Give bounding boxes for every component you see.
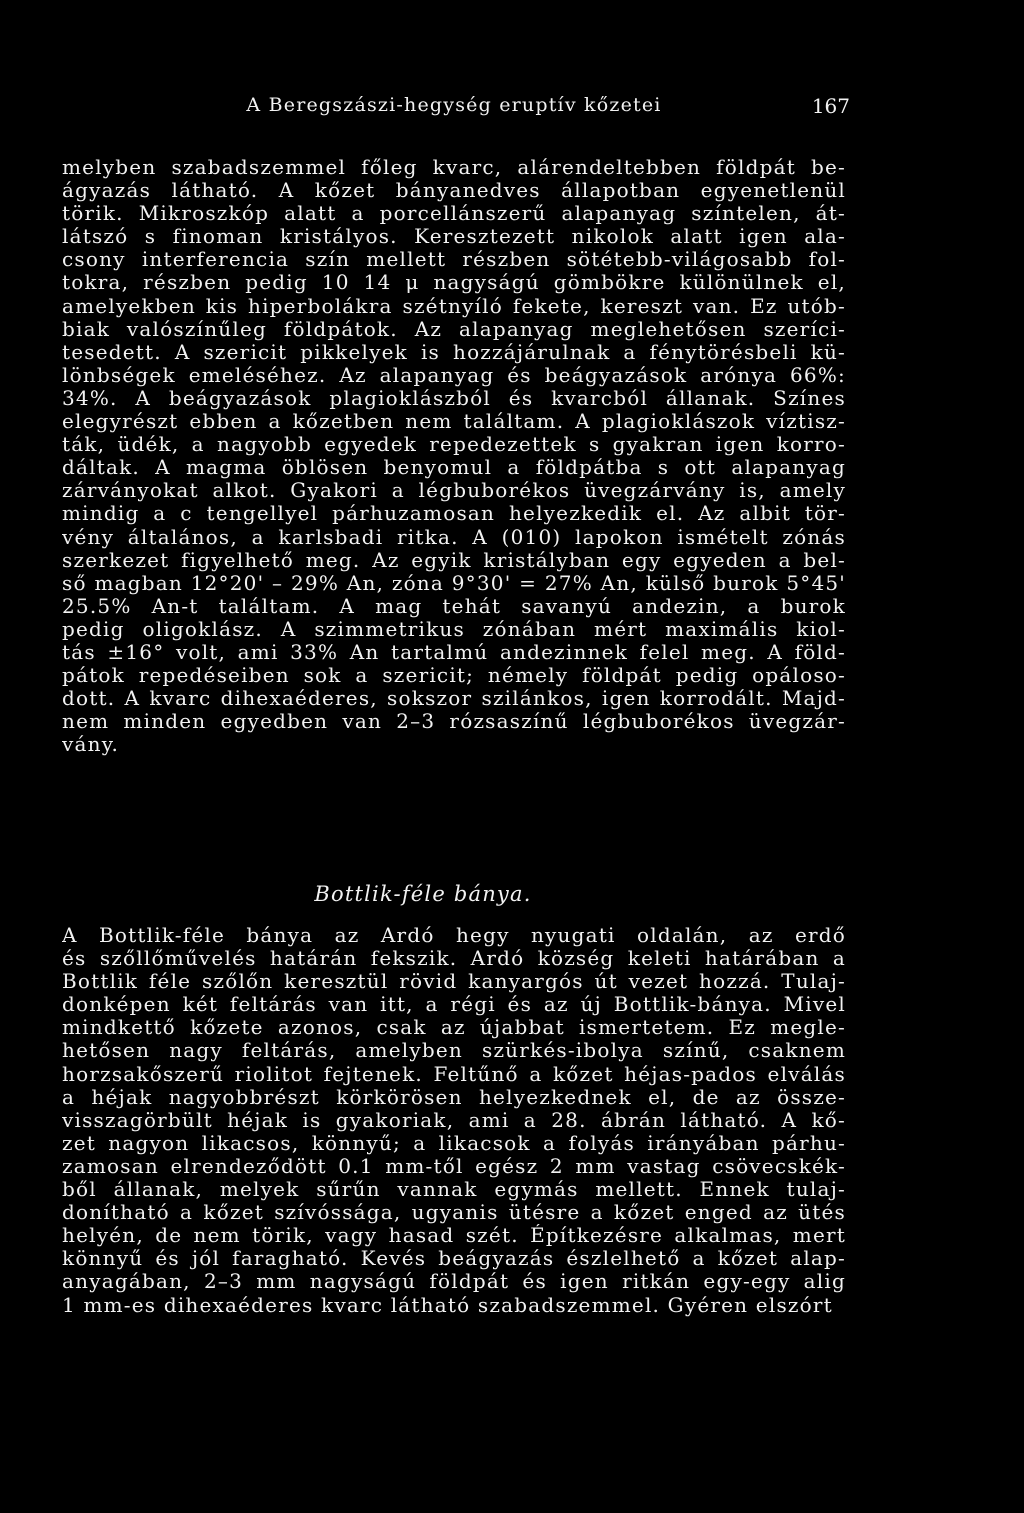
text-line: hetősen nagy feltárás, amelyben szürkés-ibolya színű, csaknem [62,1039,846,1063]
body-text-section-2 [62,924,846,1317]
text-line: anyagában, 2–3 mm nagyságú földpát és igen ritkán egy-egy alig [62,1270,846,1294]
text-line: horzsakőszerű riolitot fejtenek. Feltűnő a kőzet héjas-pados elválás [62,1062,846,1086]
text-line: zamosan elrendeződött 0.1 mm-től egész 2 mm vastag csövecskék- [62,1154,846,1178]
running-title: A Beregszászi-hegység eruptív kőzetei [246,94,662,116]
text-line: visszagörbült héjak is gyakoriak, ami a 28. ábrán látható. A kő- [62,1108,846,1132]
text-line: dott. A kvarc dihexaéderes, sokszor szilánkos, igen korrodált. Majd- [62,687,846,711]
text-line: ágyazás látható. A kőzet bányanedves állapotban egyenetlenül [62,179,846,203]
body-text-section-1 [62,156,846,756]
text-line: 25.5% An-t találtam. A mag tehát savanyú andezin, a burok [62,594,846,618]
text-line: zárványokat alkot. Gyakori a légbuborékos üvegzárvány is, amely [62,479,846,503]
text-line: zet nagyon likacsos, könnyű; a likacsok a folyás irányában párhu- [62,1131,846,1155]
text-line: törik. Mikroszkóp alatt a porcellánszerű alapanyag színtelen, át- [62,202,846,226]
text-line: amelyekben kis hiperbolákra szétnyíló fekete, kereszt van. Ez utób- [62,294,846,318]
text-line: könnyű és jól faragható. Kevés beágyazás észlelhető a kőzet alap- [62,1247,846,1271]
text-line: a héjak nagyobbrészt körkörösen helyezkednek el, de az össze- [62,1085,846,1109]
text-line: tesedett. A szericit pikkelyek is hozzájárulnak a fénytörésbeli kü- [62,340,846,364]
text-line: pátok repedéseiben sok a szericit; némely földpát pedig opáloso- [62,664,846,688]
text-line: donítható a kőzet szívóssága, ugyanis ütésre a kőzet enged az ütés [62,1201,846,1225]
text-line: vány. [62,733,120,757]
text-line: tokra, részben pedig 10 14 μ nagyságú gömbökre különülnek el, [62,271,846,295]
text-line: mindig a c tengellyel párhuzamosan helyezkedik el. Az albit tör- [62,502,846,526]
text-line: csony interferencia szín mellett részben sötétebb-világosabb fol- [62,248,846,272]
text-line: A Bottlik-féle bánya az Ardó hegy nyugati oldalán, az erdő [62,924,846,947]
text-line: tás ±16° volt, ami 33% An tartalmú andezinnek felel meg. A föld- [62,640,846,664]
text-line: dáltak. A magma öblösen benyomul a földpátba s ott alapanyag [62,456,846,480]
text-line: ső magban 12°20' – 29% An, zóna 9°30' = 27% An, külső burok 5°45' [62,571,846,595]
text-line: látszó s finoman kristályos. Keresztezett nikolok alatt igen ala- [62,225,846,249]
text-line: mindkettő kőzete azonos, csak az újabbat ismertetem. Ez megle- [62,1016,846,1040]
section-subtitle: Bottlik-féle bánya. [314,882,532,906]
text-line: helyén, de nem törik, vagy hasad szét. Építkezésre alkalmas, mert [62,1224,846,1248]
text-line: szerkezet figyelhető meg. Az egyik kristályban egy egyeden a bel- [62,548,846,572]
text-line: donképen két feltárás van itt, a régi és az új Bottlik-bánya. Mivel [62,993,846,1017]
text-line: 34%. A beágyazások plagioklászból és kvarcból állanak. Színes [62,386,846,410]
text-line: és szőllőművelés határán fekszik. Ardó község keleti határában a [62,947,846,971]
running-header [62,94,850,124]
text-line: Bottlik féle szőlőn keresztül rövid kanyargós út vezet hozzá. Tulaj- [62,970,846,994]
text-line: nem minden egyedben van 2–3 rózsaszínű légbuborékos üvegzár- [62,710,846,734]
text-line: 1 mm-es dihexaéderes kvarc látható szabadszemmel. Gyéren elszórt [62,1293,833,1317]
text-line: elegyrészt ebben a kőzetben nem találtam. A plagioklászok víztisz- [62,410,846,434]
text-line: biak valószínűleg földpátok. Az alapanyag meglehetősen szeríci- [62,317,846,341]
text-line: melyben szabadszemmel főleg kvarc, alárendeltebben földpát be- [62,156,846,179]
text-line: ből állanak, melyek sűrűn vannak egymás mellett. Ennek tulaj- [62,1178,846,1202]
page-number: 167 [811,94,850,118]
text-line: pedig oligoklász. A szimmetrikus zónában mért maximális kiol- [62,617,846,641]
text-line: ták, üdék, a nagyobb egyedek repedezettek s gyakran igen korro- [62,433,846,457]
text-line: lönbségek emeléséhez. Az alapanyag és beágyazások arónya 66%: [62,363,846,387]
text-line: vény általános, a karlsbadi ritka. A (010) lapokon ismételt zónás [62,525,846,549]
